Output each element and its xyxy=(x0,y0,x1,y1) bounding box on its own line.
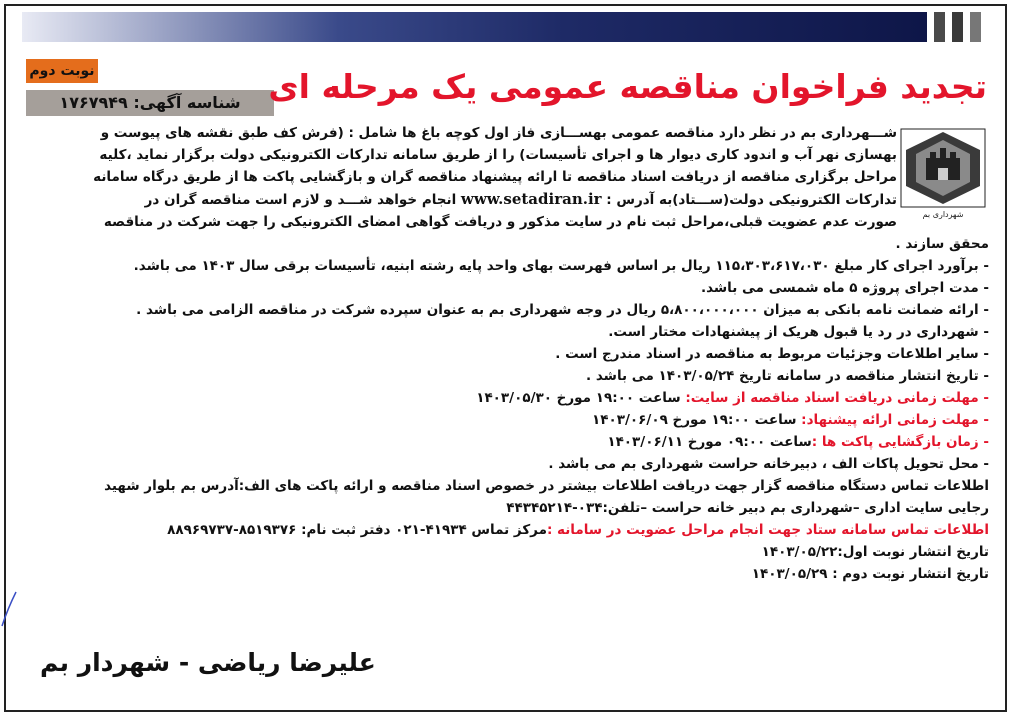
ad-id-value: ۱۷۶۷۹۴۹ xyxy=(59,93,128,112)
intro-line: صورت عدم عضویت قبلی،مراحل ثبت نام در سایت مذکور و دریافت گواهی امضای الکترونیکی را جهت شرکت در مناقصه xyxy=(103,214,897,230)
header-decoration xyxy=(934,12,981,42)
deadline-item xyxy=(39,431,989,453)
intro-line: بهسازی نهر آب و اندود کاری دیوار ها و اجرای تأسیسات) را از طریق سامانه تدارکات الکترونیکی دولت برگزار نماید ،کلیه xyxy=(99,147,897,163)
setad-label: اطلاعات تماس سامانه ستاد جهت انجام مراحل عضویت در سامانه : xyxy=(546,522,989,538)
setad-value: مرکز تماس ۴۱۹۳۴-۰۲۱ دفتر ثبت نام: ۸۵۱۹۳۷۶-۸۸۹۶۹۷۳۷ xyxy=(167,522,547,538)
ad-body xyxy=(39,122,989,585)
logo-caption: شهرداری بم xyxy=(922,210,964,219)
signature: علیرضا ریاضی - شهردار بم xyxy=(40,648,376,677)
list-item: - تاریخ انتشار مناقصه در سامانه تاریخ ۱۴۰۳/۰۵/۲۴ می باشد . xyxy=(586,368,989,384)
intro-line: شـــهرداری بم در نظر دارد مناقصه عمومی بهســـازی فاز اول کوچه باغ ها شامل : (فرش کف طبق نقشه های پیوست و xyxy=(100,125,897,141)
pen-mark-icon xyxy=(0,588,20,628)
deadline-label: - مهلت زمانی ارائه پیشنهاد: xyxy=(801,412,989,428)
publish-date: تاریخ انتشار نوبت اول:۱۴۰۳/۰۵/۲۲ xyxy=(761,544,989,560)
setad-contact xyxy=(39,519,989,541)
deadline-value: ساعت ۱۹:۰۰ مورخ ۱۴۰۳/۰۵/۳۰ xyxy=(476,390,686,406)
website-link[interactable]: www.setadiran.ir xyxy=(460,190,602,208)
publish-date: تاریخ انتشار نوبت دوم : ۱۴۰۳/۰۵/۲۹ xyxy=(751,566,989,582)
list-item: - مدت اجرای پروژه ۵ ماه شمسی می باشد. xyxy=(700,280,989,296)
deadline-label: - مهلت زمانی دریافت اسناد مناقصه از سایت: xyxy=(685,390,989,406)
intro-paragraph xyxy=(39,122,989,233)
deadline-item xyxy=(39,387,989,409)
contact-line: اطلاعات تماس دستگاه مناقصه گزار جهت دریافت اطلاعات بیشتر در خصوص اسناد مناقصه و ارائه پاکت های الف:آدرس بم بلوار شهید xyxy=(104,478,989,494)
ad-id-box xyxy=(26,90,274,116)
deadline-value: ساعت ۰۹:۰۰ مورخ ۱۴۰۳/۰۶/۱۱ xyxy=(607,434,812,450)
contact-line: رجایی سایت اداری –شهرداری بم دبیر خانه حراست –تلفن:۰۳۴-۴۴۳۴۵۲۱۴ xyxy=(506,500,989,516)
header-gradient-bar xyxy=(22,12,927,42)
round-badge: نوبت دوم xyxy=(26,59,98,83)
deadline-value: ساعت ۱۹:۰۰ مورخ ۱۴۰۳/۰۶/۰۹ xyxy=(592,412,802,428)
decor-block xyxy=(970,12,981,42)
deadline-item xyxy=(39,409,989,431)
decor-block xyxy=(952,12,963,42)
intro-line xyxy=(39,188,897,211)
list-item: - سایر اطلاعات وجزئیات مربوط به مناقصه در اسناد مندرج است . xyxy=(555,346,989,362)
intro-line4-pre: تدارکات الکترونیکی دولت(ســـتاد)به آدرس : xyxy=(606,192,897,208)
decor-block xyxy=(934,12,945,42)
intro-line4-post: انجام خواهد شـــد و لازم است مناقصه گران در xyxy=(144,192,457,208)
list-item: - برآورد اجرای کار مبلغ ۱۱۵،۳۰۳،۶۱۷،۰۳۰ ریال بر اساس فهرست بهای واحد پایه رشته ابنیه، تأسیسات برقی سال ۱۴۰۳ می باشد. xyxy=(133,258,989,274)
deadline-label: - زمان بازگشایی پاکت ها : xyxy=(811,434,989,450)
intro-line: مراحل برگزاری مناقصه از دریافت اسناد مناقصه تا ارائه پیشنهاد مناقصه گران و بازگشایی پاکت ها از طریق درگاه سامانه xyxy=(93,169,897,185)
list-item: - ارائه ضمانت نامه بانکی به میزان ۵،۸۰۰،۰۰۰،۰۰۰ ریال در وجه شهرداری بم به عنوان سپرده شرکت در مناقصه الزامی می باشد . xyxy=(136,302,989,318)
intro-tail: محقق سازند . xyxy=(895,236,989,252)
delivery-item: - محل تحویل پاکات الف ، دبیرخانه حراست شهرداری بم می باشد . xyxy=(548,456,989,472)
ad-id-label: شناسه آگهی: xyxy=(133,93,241,112)
list-item: - شهرداری در رد یا قبول هریک از پیشنهادات مختار است. xyxy=(608,324,989,340)
page-title: تجدید فراخوان مناقصه عمومی یک مرحله ای xyxy=(268,67,987,106)
